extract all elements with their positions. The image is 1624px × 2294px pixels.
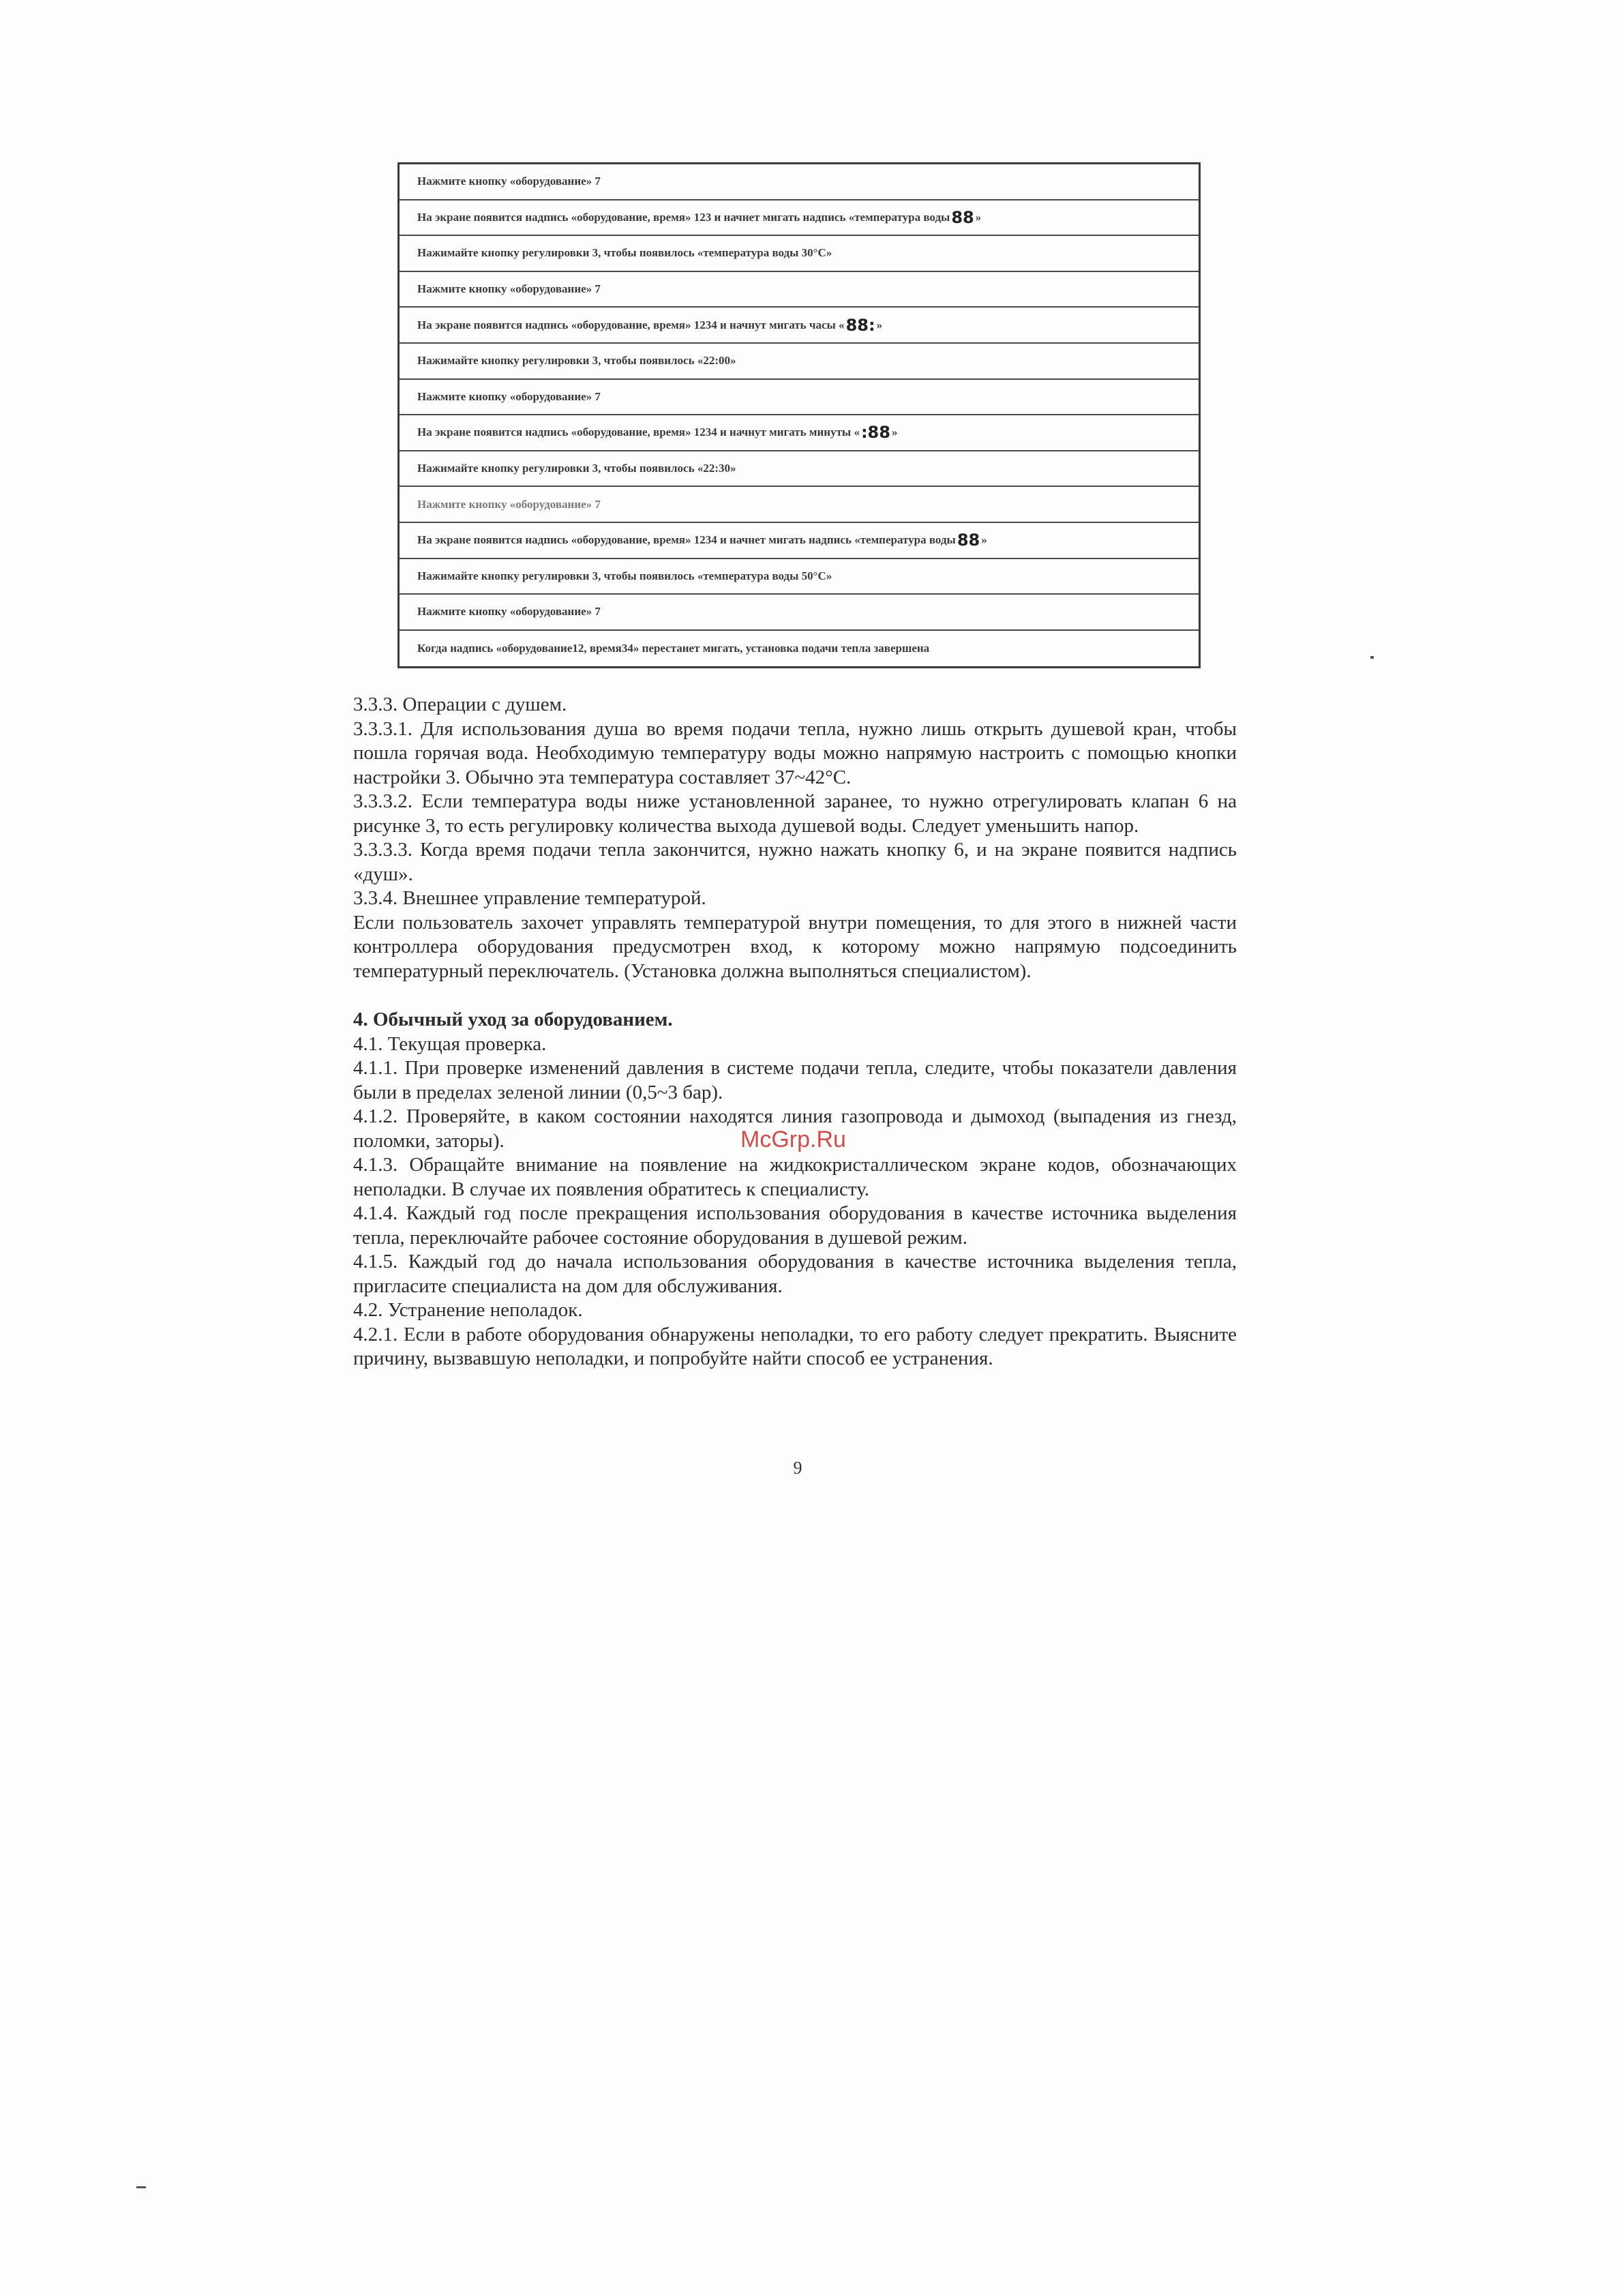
paragraph: 4.1.1. При проверке изменений давления в системе подачи тепла, следите, чтобы показатели давления были в пределах зеленой линии (0,5~3 бар). — [353, 1057, 1237, 1103]
table-row — [400, 200, 1199, 237]
scan-speck — [136, 2186, 146, 2188]
row-text: Нажимайте кнопку регулировки 3, чтобы появилось «температура воды 30°С» — [417, 246, 832, 260]
row-text-tail: » — [981, 533, 987, 547]
table-row — [400, 236, 1199, 272]
paragraph: 4.1.3. Обращайте внимание на появление на жидкокристаллическом экране кодов, обозначающих неполадки. В случае их появления обратитесь к специалисту. — [353, 1154, 1237, 1200]
table-row — [400, 487, 1199, 523]
row-text-tail: » — [876, 318, 883, 331]
row-text-tail: » — [891, 426, 898, 439]
paragraph: 4.1.4. Каждый год после прекращения использования оборудования в качестве источника выделения тепла, переключайте рабочее состояние оборудования в душевой режим. — [353, 1202, 1237, 1249]
row-text: Нажимайте кнопку регулировки 3, чтобы появилось «температура воды 50°С» — [417, 569, 832, 582]
table-row — [400, 523, 1199, 559]
section-heading: 4. Обычный уход за оборудованием. — [353, 1009, 673, 1030]
setup-steps-table — [397, 162, 1201, 668]
paragraph: 4.1.2. Проверяйте, в каком состоянии находятся линия газопровода и дымоход (выпадения из гнезд, поломки, заторы). — [353, 1105, 1237, 1152]
paragraph: 3.3.3.1. Для использования душа во время подачи тепла, нужно лишь открыть душевой кран, чтобы пошла горячая вода. Необходимую температуру воды можно напрямую настроить с помощью кнопки настройки 3. Обычно эта температура составляет 37~42°С. — [353, 717, 1237, 788]
lcd-digits: 88: — [845, 315, 875, 335]
row-text: Нажимайте кнопку регулировки 3, чтобы появилось «22:30» — [417, 462, 736, 475]
table-row — [400, 595, 1199, 631]
row-text: На экране появится надпись «оборудование, время» 123 и начнет мигать надпись «температура воды — [417, 210, 950, 224]
table-row — [400, 344, 1199, 380]
paragraph: 3.3.3. Операции с душем. — [353, 694, 567, 715]
paragraph: 4.1.5. Каждый год до начала использования оборудования в качестве источника выделения тепла, пригласите специалиста на дом для обслуживания. — [353, 1251, 1237, 1297]
table-row — [400, 308, 1199, 344]
row-text: Нажмите кнопку «оборудование» 7 — [417, 497, 601, 511]
page-number: 9 — [793, 1458, 802, 1478]
table-row — [400, 272, 1199, 308]
row-text: Нажмите кнопку «оборудование» 7 — [417, 389, 601, 403]
row-text-tail: » — [975, 210, 982, 224]
paragraph: 3.3.3.2. Если температура воды ниже установленной заранее, то нужно отрегулировать клапан 6 на рисунке 3, то есть регулировку количества выхода душевой воды. Следует уменьшить напор. — [353, 790, 1237, 837]
table-row — [400, 631, 1199, 667]
row-text: На экране появится надпись «оборудование, время» 1234 и начнет мигать надпись «температура воды — [417, 533, 956, 547]
row-text: Нажмите кнопку «оборудование» 7 — [417, 175, 601, 188]
table-row — [400, 415, 1199, 451]
paragraph: Если пользователь захочет управлять температурой внутри помещения, то для этого в нижней части контроллера оборудования предусмотрен вход, к которому можно напрямую подсоединить температурный переключатель. (Установка должна выполняться специалистом). — [353, 911, 1237, 982]
paragraph: 4.2.1. Если в работе оборудования обнаружены неполадки, то его работу следует прекратить. Выясните причину, вызвавшую неполадки, и попробуйте найти способ ее устранения. — [353, 1323, 1237, 1369]
table-row — [400, 559, 1199, 595]
row-text: Нажимайте кнопку регулировки 3, чтобы появилось «22:00» — [417, 354, 736, 368]
scan-speck — [1370, 656, 1374, 659]
paragraph: 3.3.4. Внешнее управление температурой. — [353, 887, 706, 909]
row-text: Нажмите кнопку «оборудование» 7 — [417, 282, 601, 296]
paragraph: 4.1. Текущая проверка. — [353, 1032, 547, 1055]
lcd-digits: 88 — [951, 207, 974, 227]
lcd-digits: :88 — [860, 423, 890, 443]
table-row — [400, 451, 1199, 488]
row-text: Когда надпись «оборудование12, время34» перестанет мигать, установка подачи тепла завершена — [417, 642, 930, 655]
row-text: На экране появится надпись «оборудование, время» 1234 и начнут мигать минуты « — [417, 426, 860, 439]
watermark: McGrp.Ru — [740, 1127, 846, 1152]
document-body — [353, 693, 1237, 1371]
lcd-digits: 88 — [957, 531, 980, 550]
row-text: Нажмите кнопку «оборудование» 7 — [417, 605, 601, 619]
table-row — [400, 380, 1199, 416]
row-text: На экране появится надпись «оборудование, время» 1234 и начнут мигать часы « — [417, 318, 845, 331]
table-row — [400, 164, 1199, 200]
paragraph: 3.3.3.3. Когда время подачи тепла закончится, нужно нажать кнопку 6, и на экране появится надпись «душ». — [353, 839, 1237, 885]
paragraph: 4.2. Устранение неполадок. — [353, 1299, 583, 1321]
